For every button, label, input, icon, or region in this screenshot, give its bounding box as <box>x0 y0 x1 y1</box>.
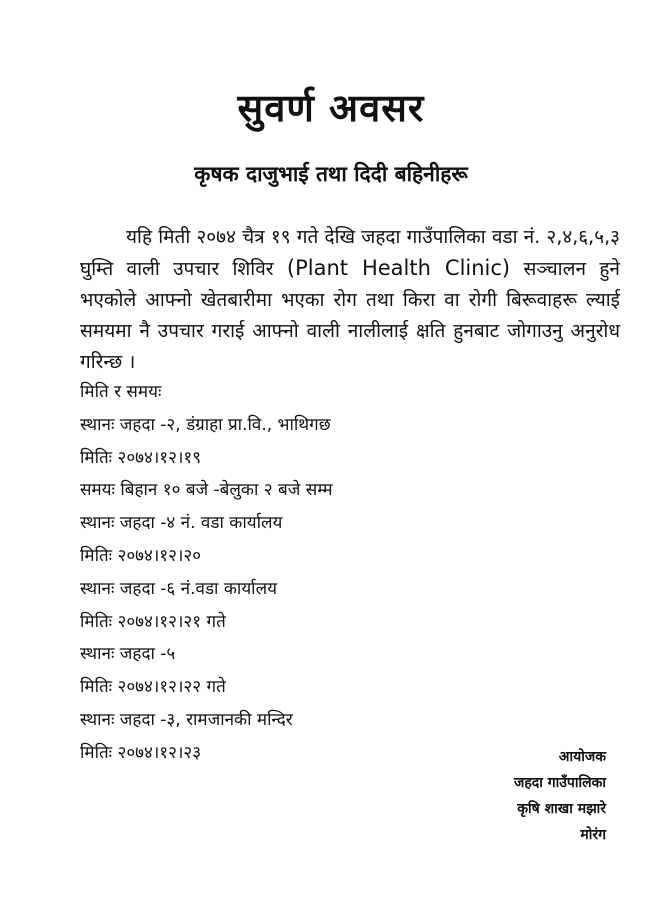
schedule-line: स्थानः जहदा -३, रामजानकी मन्दिर <box>80 709 293 730</box>
organizer-line-3: मोरंग <box>580 827 606 843</box>
schedule-line: मितिः २०७४।१२।२३ <box>80 742 202 763</box>
schedule-line: स्थानः जहदा -५ <box>80 644 176 665</box>
schedule-line: मितिः २०७४।१२।१९ <box>80 447 202 468</box>
paragraph-english-term: (Plant Health Clinic) <box>286 256 511 280</box>
paragraph-part-1: यहि मिती २०७४ चैत्र १९ गते देखि जहदा गाउँपालिका वडा नं. २,४,६,५,३ घुम्ति वाली उपचार शिविर <box>80 226 620 280</box>
schedule-line: स्थानः जहदा -४ नं. वडा कार्यालय <box>80 513 283 534</box>
paragraph-part-2: सञ्चालन हुने भएकोले आफ्नो खेतबारीमा भएका रोग तथा किरा वा रोगी बिरूवाहरू ल्याई समयमा नै उपचार गराई आफ्नो वाली नालीलाई क्षति हुनबाट जोगाउनु अनुरोध गरिन्छ । <box>80 258 620 373</box>
schedule-line: मितिः २०७४।१२।२२ गते <box>80 677 226 698</box>
schedule-line: स्थानः जहदा -२, डंग्राहा प्रा.वि., भाथिगछ <box>80 414 331 435</box>
schedule-line: मितिः २०७४।१२।२१ गते <box>80 611 226 632</box>
organizer-line-2: कृषि शाखा मझारे <box>517 801 606 817</box>
announcement-paragraph <box>80 222 620 378</box>
page-subtitle: कृषक दाजुभाई तथा दिदी बहिनीहरू <box>194 162 468 186</box>
schedule-line: मितिः २०७४।१२।२० <box>80 545 202 566</box>
schedule-list <box>80 376 620 770</box>
organizer-label: आयोजक <box>558 749 606 765</box>
schedule-line: समयः बिहान १० बजे -बेलुका २ बजे सम्म <box>80 480 333 501</box>
page-title: सुवर्ण अवसर <box>237 86 425 130</box>
organizer-line-1: जहदा गाउँपालिका <box>513 775 606 791</box>
schedule-line: स्थानः जहदा -६ नं.वडा कार्यालय <box>80 578 277 599</box>
schedule-heading: मिति र समयः <box>80 382 162 402</box>
organizer-block <box>514 744 606 848</box>
